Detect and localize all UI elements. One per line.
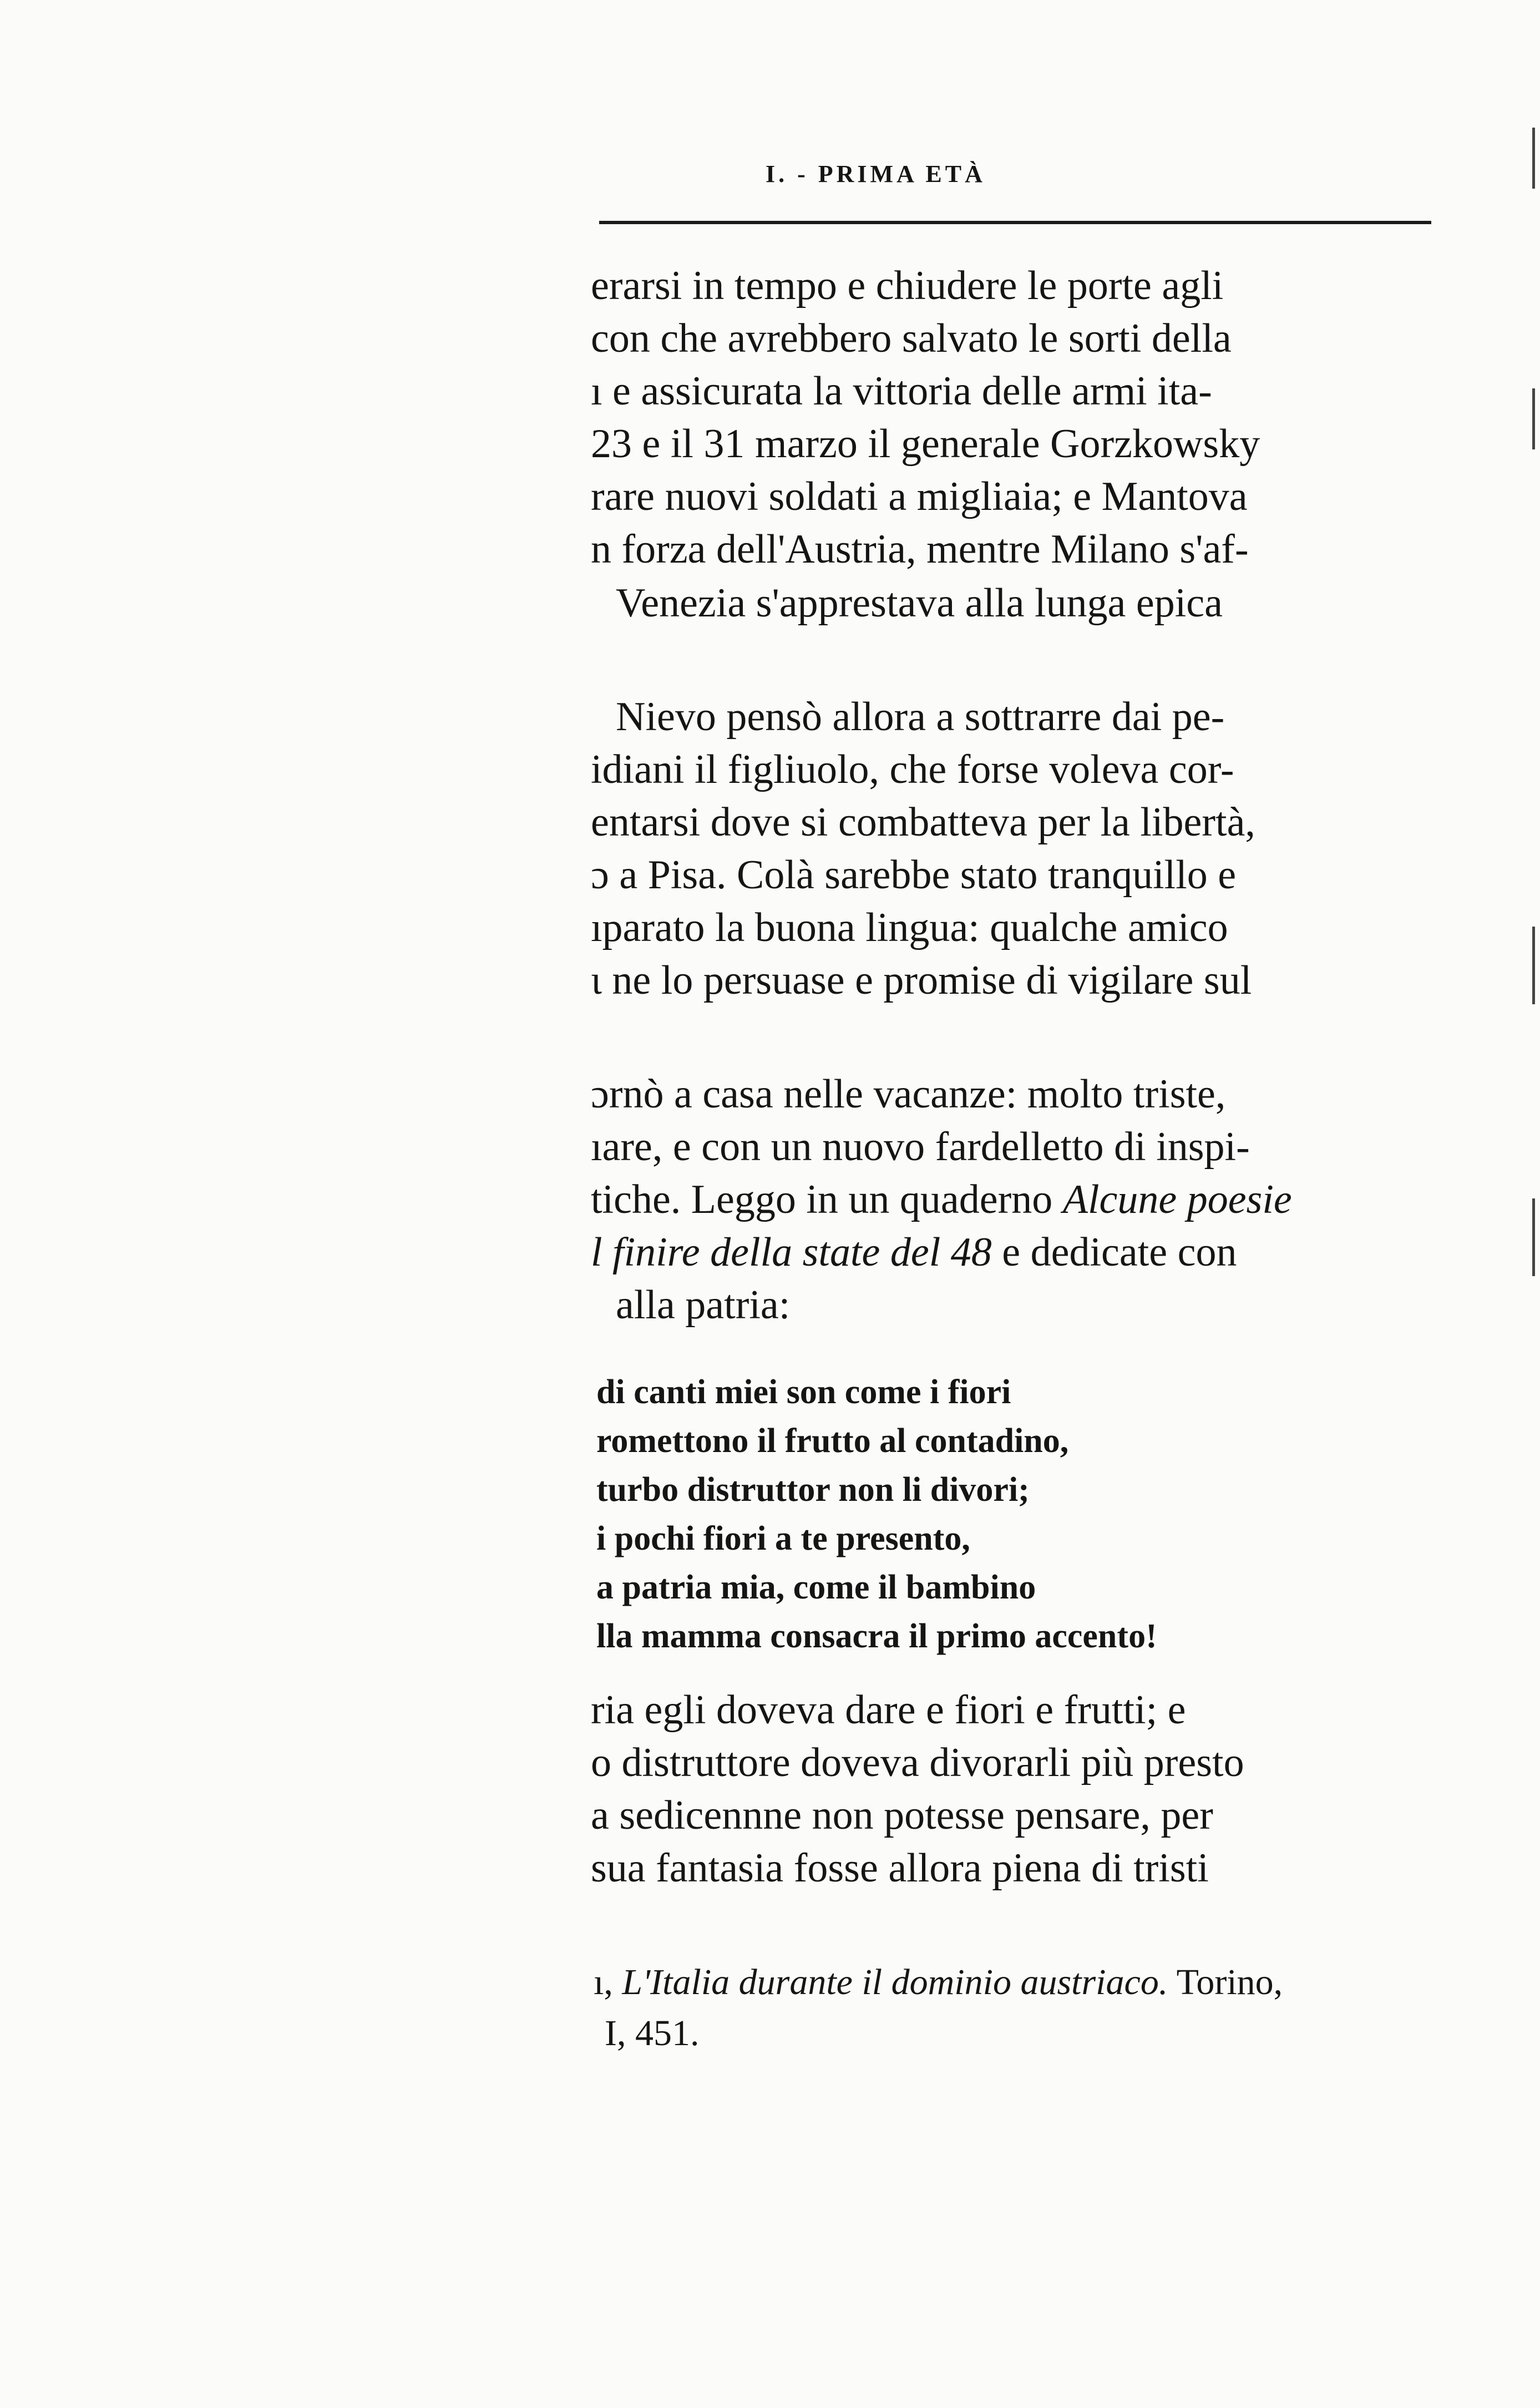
- text-line: [591, 1179, 1292, 1220]
- scan-edge-mark: [1532, 128, 1535, 189]
- text-line: con che avrebbero salvato le sorti della: [591, 316, 1232, 361]
- text-line: ı e assicurata la vittoria delle armi ita-: [591, 368, 1212, 414]
- text-line: ıare, e con un nuovo fardelletto di inspi-: [591, 1124, 1250, 1170]
- verse-line: lla mamma consacra il primo accento!: [596, 1617, 1157, 1655]
- header-rule: [599, 221, 1431, 224]
- text-line: alla patria:: [616, 1282, 791, 1328]
- text-line: erarsi in tempo e chiudere le porte agli: [591, 263, 1224, 308]
- running-header: I. - PRIMA ETÀ: [766, 160, 986, 188]
- text-line: ɔ a Pisa. Colà sarebbe stato tranquillo e: [591, 852, 1237, 898]
- text-line: ıparato la buona lingua: qualche amico: [591, 905, 1228, 950]
- scan-edge-mark: [1532, 1198, 1535, 1276]
- scan-edge-mark: [1532, 388, 1535, 449]
- italic-title: L'Italia durante il dominio austriaco.: [622, 1962, 1168, 2002]
- text-line: ɔrnò a casa nelle vacanze: molto triste,: [591, 1071, 1226, 1117]
- text-line: ι ne lo persuase e promise di vigilare sul: [591, 958, 1252, 1003]
- text-run: ı,: [594, 1962, 622, 2002]
- verse-line: i pochi fiori a te presento,: [596, 1520, 970, 1557]
- verse-line: di canti miei son come i fiori: [596, 1373, 1011, 1411]
- footnote-line: [594, 1964, 1283, 2001]
- text-line: [591, 1232, 1237, 1273]
- text-line: entarsi dove si combatteva per la libertà,: [591, 800, 1255, 845]
- text-line: ria egli doveva dare e fiori e frutti; e: [591, 1687, 1186, 1733]
- text-run: e dedicate con: [991, 1230, 1237, 1275]
- verse-line: turbo distruttor non li divori;: [596, 1471, 1030, 1509]
- italic-title: Alcune poesie: [1062, 1177, 1292, 1222]
- text-line: sua fantasia fosse allora piena di tristi: [591, 1845, 1209, 1891]
- text-line: 23 e il 31 marzo il generale Gorzkowsky: [591, 421, 1260, 467]
- verse-line: a patria mia, come il bambino: [596, 1569, 1036, 1606]
- text-line: Venezia s'apprestava alla lunga epica: [616, 580, 1223, 626]
- footnote-line: I, 451.: [605, 2013, 700, 2053]
- text-line: Nievo pensò allora a sottrarre dai pe-: [616, 694, 1225, 740]
- scan-edge-mark: [1532, 927, 1535, 1004]
- text-line: idiani il figliuolo, che forse voleva cor-: [591, 747, 1234, 792]
- italic-title: l finire della state del 48: [591, 1230, 992, 1275]
- text-line: a sedicennne non potesse pensare, per: [591, 1793, 1213, 1838]
- text-run: Torino,: [1168, 1962, 1283, 2002]
- text-run: tiche. Leggo in un quaderno: [591, 1177, 1063, 1222]
- text-line: n forza dell'Austria, mentre Milano s'af-: [591, 527, 1249, 572]
- text-line: o distruttore doveva divorarli più presto: [591, 1740, 1244, 1785]
- verse-line: romettono il frutto al contadino,: [596, 1422, 1069, 1460]
- text-line: rare nuovi soldati a migliaia; e Mantova: [591, 474, 1248, 519]
